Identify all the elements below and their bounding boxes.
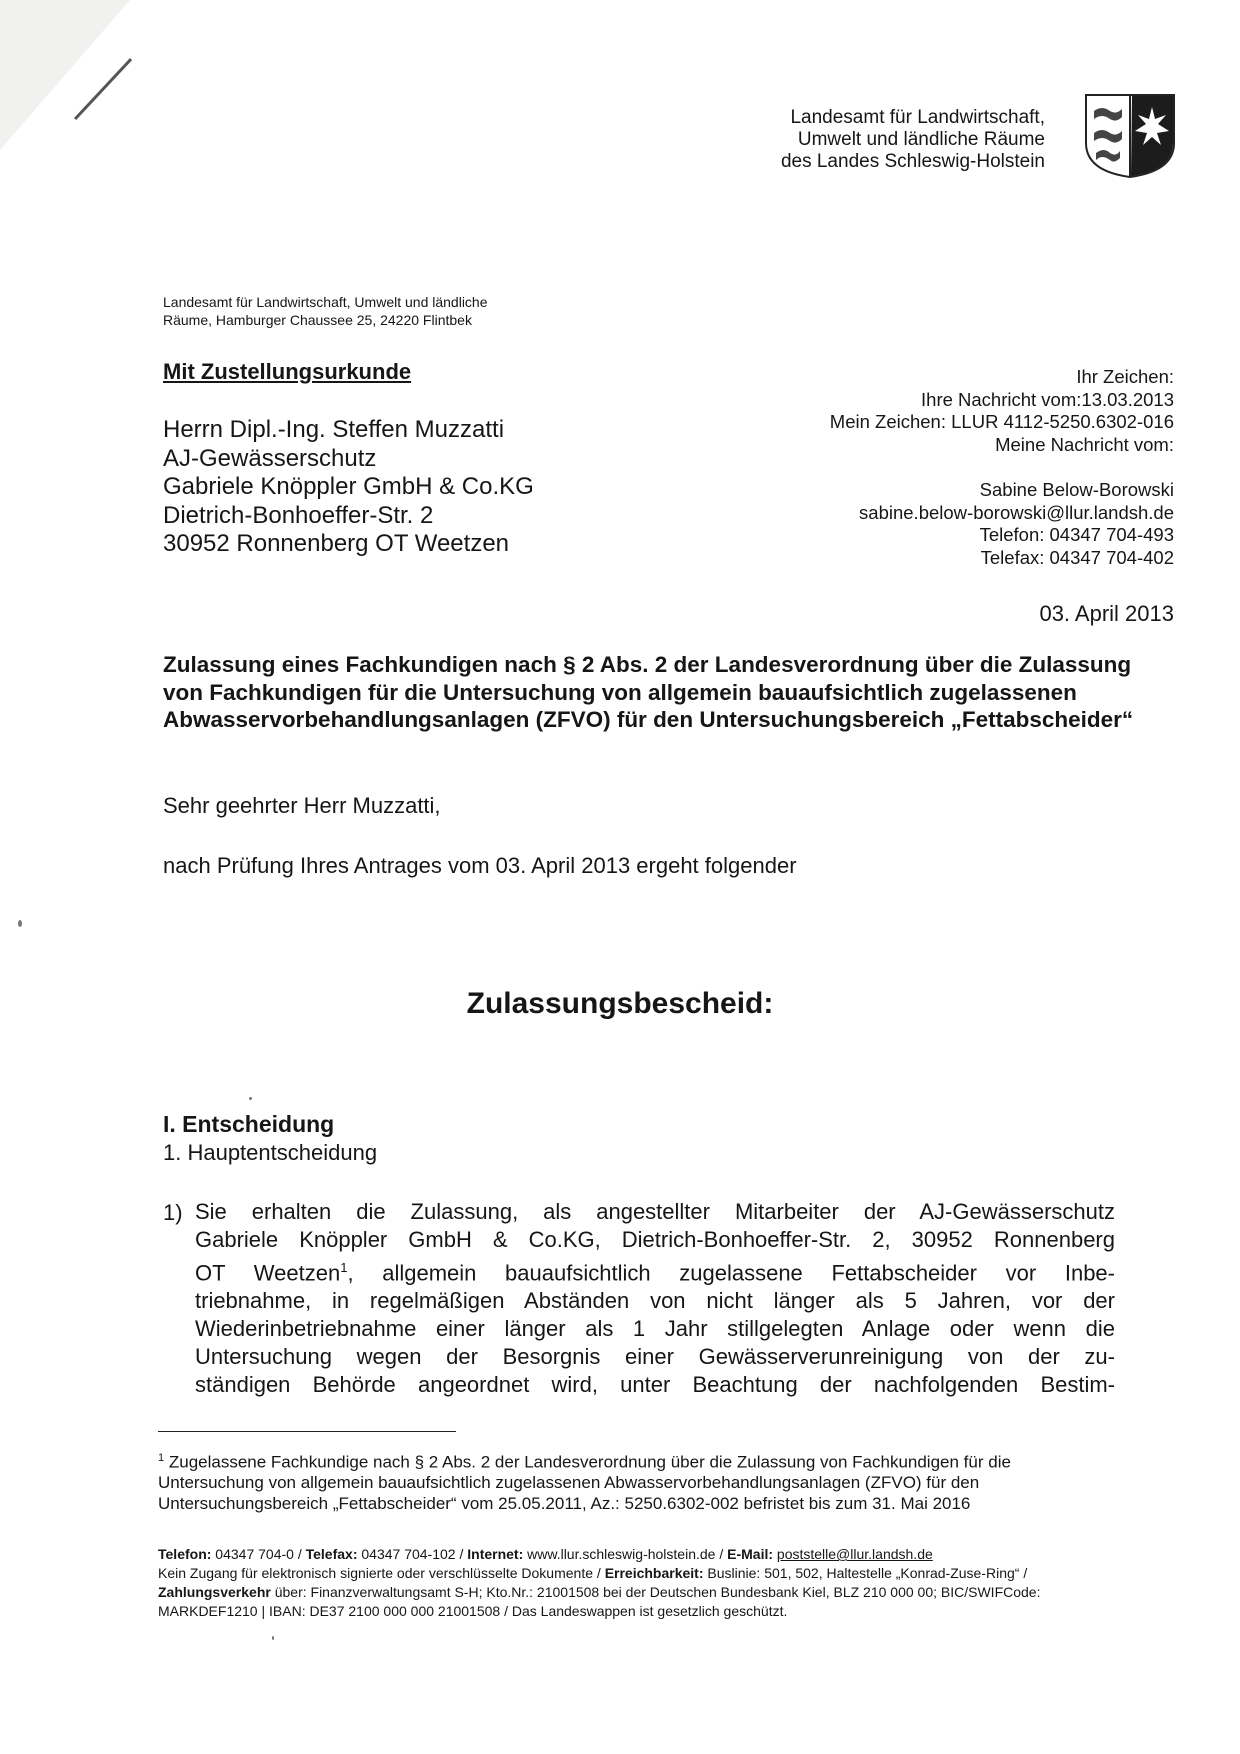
return-address — [163, 293, 488, 329]
footer-reach-label: Erreichbarkeit: — [604, 1565, 704, 1581]
paragraph-body — [195, 1198, 1115, 1399]
footer-website-link[interactable]: www.llur.schleswig-holstein.de — [527, 1546, 716, 1562]
footer-phone-label: Telefon: — [158, 1546, 212, 1562]
recipient-line-5: 30952 Ronnenberg OT Weetzen — [163, 530, 510, 557]
footer-email-link[interactable]: poststelle@llur.landsh.de — [776, 1546, 933, 1562]
footer-payment: über: Finanzverwaltungsamt S-H; Kto.Nr.: 21001508 bei der Deutschen Bundesbank Kiel, BLZ 210 000 00; BIC/SWIFCode: MARKDEF1210 — [158, 1584, 1041, 1619]
return-address-line-2: Räume, Hamburger Chaussee 25, 24220 Flintbek — [163, 312, 472, 328]
authority-line-2: Umwelt und ländliche Räume — [797, 129, 1045, 150]
footer-payment-label: Zahlungsverkehr — [158, 1584, 271, 1600]
contact-email: sabine.below-borowski@llur.landsh.de — [859, 501, 1174, 523]
footnote-text: Zugelassene Fachkundige nach § 2 Abs. 2 der Landesverordnung über die Zulassung von Fachkundigen für die Untersuchung von allgemein bauaufsichtlich zugelassenen Abwasservorbehandlungsanlagen (ZFVO) für den Untersuchungsbereich „Fettabscheider“ vom 25.05.2011, Az.: 5250.6302-002 befristet bis zum 31. Mai 2016 — [158, 1452, 1011, 1513]
folded-corner — [0, 0, 130, 150]
paragraph-line-3-end: , allgemein bauaufsichtlich zugelassene Fettabscheider vor Inbe- — [347, 1260, 1115, 1286]
authority-line-1: Landesamt für Landwirtschaft, — [790, 107, 1045, 128]
paragraph-line-5: Wiederinbetriebnahme einer länger als 1 Jahr stillgelegten Anlage oder wenn die — [195, 1316, 1115, 1342]
paragraph-line-4: triebnahme, in regelmäßigen Abständen von nicht länger als 5 Jahren, vor der — [195, 1288, 1115, 1314]
authority-line-3: des Landes Schleswig-Holstein — [780, 151, 1045, 172]
intro-sentence: nach Prüfung Ihres Antrages vom 03. April 2013 ergeht folgender — [163, 853, 797, 878]
footnote-marker: 1 — [158, 1452, 165, 1464]
reference-block — [830, 366, 1174, 456]
salutation: Sehr geehrter Herr Muzzatti, — [163, 793, 441, 818]
scan-speck — [249, 1097, 252, 1100]
your-message-date: Ihre Nachricht vom:13.03.2013 — [921, 388, 1174, 410]
my-sign: Mein Zeichen: LLUR 4112-5250.6302-016 — [829, 411, 1174, 432]
footer-crest-note: Das Landeswappen ist gesetzlich geschützt. — [511, 1603, 788, 1619]
footer-fax-label: Telefax: — [305, 1546, 358, 1562]
recipient-line-4: Dietrich-Bonhoeffer-Str. 2 — [163, 501, 434, 529]
scan-speck — [272, 1636, 274, 1640]
footer-internet-label: Internet: — [467, 1546, 524, 1562]
recipient-line-1: Herrn Dipl.-Ing. Steffen Muzzatti — [163, 416, 505, 443]
footnote-divider — [158, 1431, 456, 1432]
letter-footer: Telefon: 04347 704-0 / Telefax: 04347 704-102 / Internet: www.llur.schleswig-holstein.de / E-Mail: poststelle@llur.landsh.de Kein Zugang für elektronisch signierte oder verschlüsselte Dokumente / Erreichbarkeit: Buslinie: 501, 502, Haltestelle „Konrad-Zuse-Ring“ / Zahlungsverkehr über: Finanzverwaltungsamt S-H; Kto.Nr.: 21001508 bei der Deutschen Bundesbank Kiel, BLZ 210 000 00; BIC/SWIFCode: MARKDEF1210 | IBAN: DE37 2100 000 000 21001508 / Das Landeswappen ist gesetzlich geschützt. — [158, 1546, 1041, 1619]
footer-iban: IBAN: DE37 2100 000 000 21001508 — [269, 1603, 501, 1619]
return-address-line-1: Landesamt für Landwirtschaft, Umwelt und ländliche — [163, 294, 488, 310]
scan-speck — [18, 920, 22, 927]
recipient-address — [163, 416, 534, 559]
contact-phone: Telefon: 04347 704-493 — [979, 524, 1174, 545]
paragraph-line-6: Untersuchung wegen der Besorgnis einer Gewässerverunreinigung von der zu- — [195, 1344, 1115, 1370]
recipient-line-2: AJ-Gewässerschutz — [163, 444, 377, 472]
paragraph-line-2: Gabriele Knöppler GmbH & Co.KG, Dietrich-Bonhoeffer-Str. 2, 30952 Ronnenberg — [195, 1227, 1115, 1252]
contact-name: Sabine Below-Borowski — [979, 479, 1174, 500]
paragraph-line-3-start: OT Weetzen — [195, 1260, 341, 1286]
section-title: I. Entscheidung — [163, 1111, 335, 1137]
footnote-reference: 1 — [340, 1260, 348, 1275]
paragraph-number: 1) — [163, 1200, 183, 1225]
contact-fax: Telefax: 04347 704-402 — [980, 546, 1174, 568]
coat-of-arms-icon — [1082, 93, 1178, 179]
contact-block — [859, 479, 1174, 569]
document-heading: Zulassungsbescheid: — [466, 987, 774, 1020]
footer-email-label: E-Mail: — [727, 1546, 774, 1562]
paragraph-line-1: Sie erhalten die Zulassung, als angestellter Mitarbeiter der AJ-Gewässerschutz — [195, 1199, 1115, 1224]
subject-line: Zulassung eines Fachkundigen nach § 2 Abs. 2 der Landesverordnung über die Zulassung von Fachkundigen für die Untersuchung von allgemein bauaufsichtlich zugelassenen Abwasservorbehandlungsanlagen (ZFVO) für den Untersuchungsbereich „Fettabscheider“ — [163, 652, 1134, 732]
recipient-line-3: Gabriele Knöppler GmbH & Co.KG — [163, 473, 534, 500]
footer-electronic-note: Kein Zugang für elektronisch signierte oder verschlüsselte Dokumente — [158, 1565, 594, 1581]
delivery-note: Mit Zustellungsurkunde — [163, 359, 412, 384]
my-message-date: Meine Nachricht vom: — [995, 433, 1174, 455]
footer-phone: 04347 704-0 — [215, 1546, 294, 1562]
footer-reach: Buslinie: 501, 502, Haltestelle „Konrad-Zuse-Ring“ — [707, 1565, 1020, 1581]
your-sign: Ihr Zeichen: — [1076, 366, 1174, 387]
paragraph-line-7: ständigen Behörde angeordnet wird, unter Beachtung der nachfolgenden Bestim- — [195, 1372, 1115, 1398]
letter-date: 03. April 2013 — [1039, 601, 1174, 626]
section-subtitle: 1. Hauptentscheidung — [163, 1140, 378, 1165]
authority-letterhead — [781, 107, 1045, 173]
footnote — [158, 1448, 1098, 1514]
footer-fax: 04347 704-102 — [361, 1546, 456, 1562]
paragraph-line-3 — [195, 1254, 1115, 1287]
